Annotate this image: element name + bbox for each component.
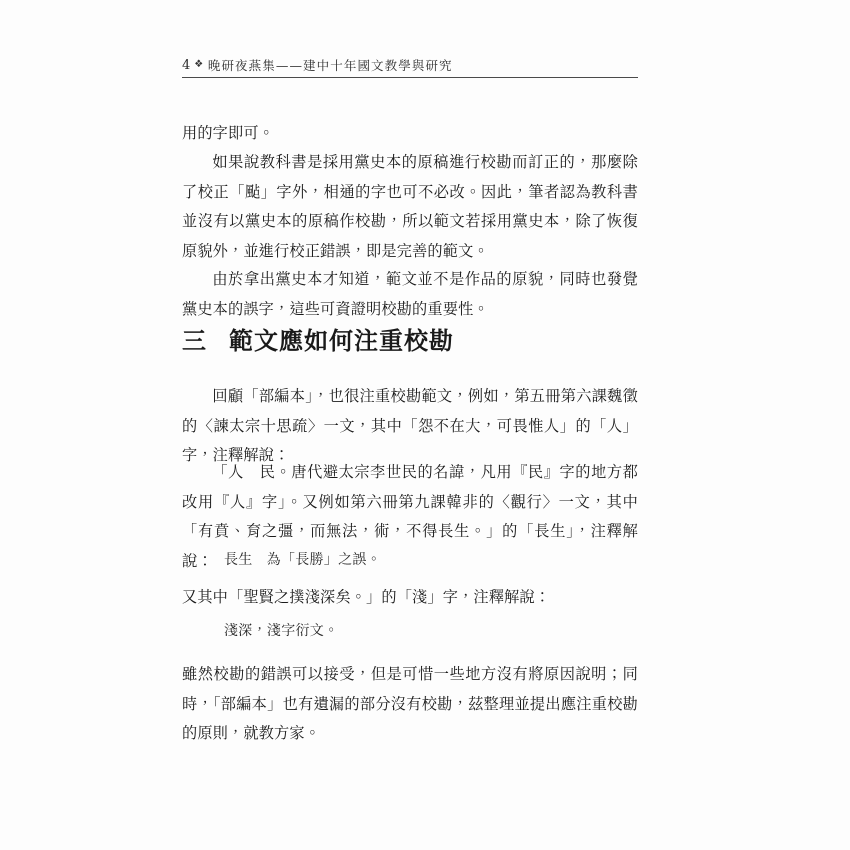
section-heading: [182, 324, 638, 358]
page-folio-number: 4: [182, 58, 191, 73]
paragraph-text: 又其中「聖賢之撲淺深矣。」的「淺」字，注釋解說：: [182, 588, 551, 606]
quotation-block-two: [182, 617, 638, 645]
paragraph-text: 「人 民。唐代避太宗李世民的名諱，凡用『民』字的地方都改用『人』字」。又例如第六冊第九課韓非的〈觀行〉一文，其中「有賁、育之彊，而無法，術，不得長生。」的「長生」，注釋解說：: [182, 463, 638, 570]
section-heading-number: 三: [182, 327, 207, 355]
running-head-title: 晚研夜燕集——建中十年國文教學與研究: [207, 58, 453, 73]
quotation-gloss: 為「長勝」之誤。: [266, 552, 382, 568]
paragraph-two: [182, 148, 638, 266]
paragraph-text: 用的字即可。: [182, 124, 275, 142]
paragraph-text: 如果說教科書是採用黨史本的原稿進行校勘而訂正的，那麼除了校正「颭」字外，相通的字也可不必改。因此，筆者認為教科書並沒有以黨史本的原稿作校勘，所以範文若採用黨史本，除了恢復原貌外，並進行校正錯誤，即是完善的範文。: [182, 153, 638, 260]
header-divider-rule: [182, 77, 638, 78]
paragraph-continued: [182, 119, 638, 149]
paragraph-six: [182, 583, 638, 613]
quotation-block-one: [182, 546, 638, 574]
paragraph-text: 雖然校勘的錯誤可以接受，但是可惜一些地方沒有將原因說明；同時，「部編本」也有遺漏的部分沒有校勘，茲整理並提出應注重校勘的原則，就教方家。: [182, 665, 638, 742]
flower-ornament-icon: ❖: [194, 59, 204, 70]
quotation-gloss: 淺深，淺字衍文。: [224, 623, 339, 639]
paragraph-text: 回顧「部編本」，也很注重校勘範文，例如，第五冊第六課魏徵的〈諫太宗十思疏〉一文，其中「怨不在大，可畏惟人」的「人」字，注釋解說：: [182, 387, 638, 464]
paragraph-three: [182, 265, 638, 324]
paragraph-text: 由於拿出黨史本才知道，範文並不是作品的原貌，同時也發覺黨史本的誤字，這些可資證明校勘的重要性。: [182, 270, 638, 318]
quotation-term: 長生: [224, 552, 253, 568]
section-heading-title: 範文應如何注重校勘: [229, 327, 454, 355]
running-head: [182, 52, 638, 74]
paragraph-seven: [182, 660, 638, 749]
